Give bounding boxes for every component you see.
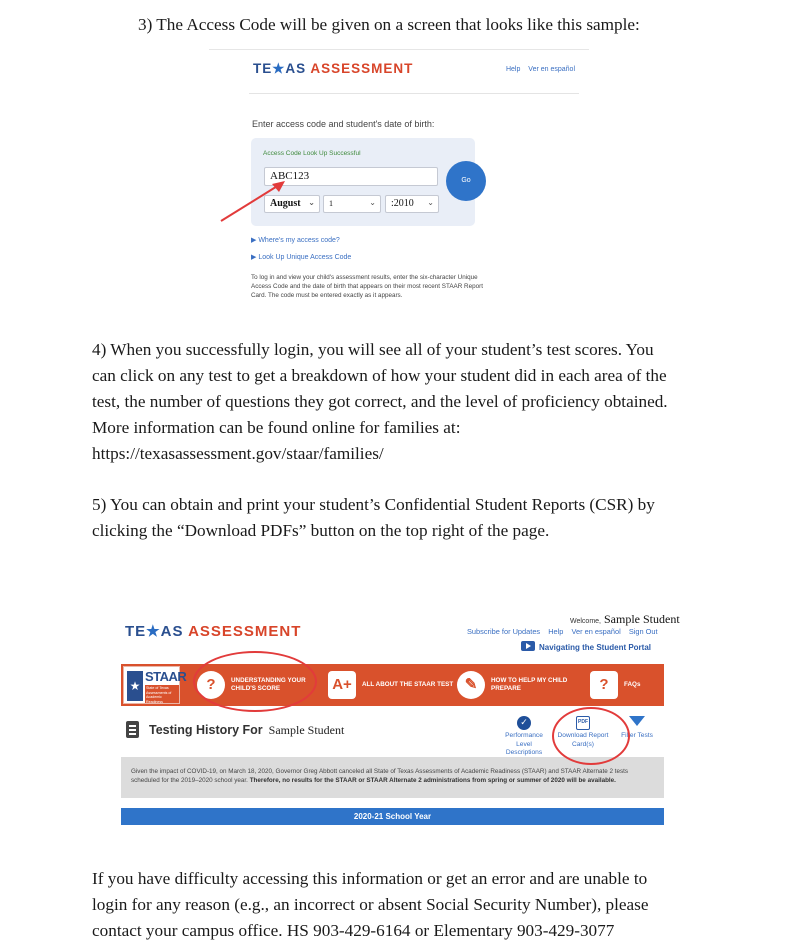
student-name: Sample Student: [604, 612, 680, 626]
pencil-icon: ✎: [457, 671, 485, 699]
annotation-circle-understanding: [193, 651, 317, 712]
step-3-text: 3) The Access Code will be given on a screen that looks like this sample:: [138, 15, 640, 34]
step-4-text: 4) When you successfully login, you will see all of your student’s test scores. You can click on any test to get a breakdown of how your student did in each area of the test, the number of questions they got correct, and the level of proficiency obtained. More information can be found online for families at: https://texasassessment.gov/staar/families/: [92, 337, 732, 467]
subscribe-link[interactable]: Subscribe for Updates: [467, 627, 541, 636]
birth-month-select[interactable]: August ⌄: [264, 195, 320, 213]
a-plus-icon: A+: [328, 671, 356, 699]
access-code-input[interactable]: ABC123: [264, 167, 438, 186]
texas-assessment-logo: TE★AS ASSESSMENT: [253, 61, 414, 76]
chevron-down-icon: ⌄: [369, 198, 376, 207]
staar-logo: ★ STAAR State of Texas Assessments of Academic Readiness: [123, 666, 180, 704]
welcome-text: Welcome, Sample Student: [570, 612, 680, 626]
help-link[interactable]: Help: [548, 627, 564, 636]
student-name: Sample Student: [268, 723, 345, 737]
contact-text: If you have difficulty accessing this information or get an error and are unable to login for any reason (e.g., an incorrect or absent Social Security Number), please contact your campus office. HS 903-429-6164 or Elementary 903-429-3077: [92, 869, 649, 940]
download-report-cards-button[interactable]: PDF Download Report Card(s): [554, 716, 612, 749]
checkmark-icon: ✓: [517, 716, 531, 730]
navigating-portal-link[interactable]: Navigating the Student Portal: [521, 641, 651, 652]
covid-notice: Given the impact of COVID-19, on March 18, 2020, Governor Greg Abbott canceled all State of Texas Assessments of Academic Readiness (STAAR) and STAAR Alternate 2 tests scheduled for the 2019–2020 school year. Therefore, no results for the STAAR or STAAR Alternate 2 administrations from spring or summer of 2020 will be available.: [121, 757, 664, 798]
texas-assessment-logo: TE★AS ASSESSMENT: [125, 623, 302, 640]
access-code-sample-screenshot: [209, 46, 589, 318]
go-button[interactable]: Go: [446, 161, 486, 201]
pdf-icon: PDF: [576, 716, 590, 730]
help-link[interactable]: Help: [505, 66, 521, 73]
filter-icon: [629, 716, 645, 726]
chevron-down-icon: ⌄: [308, 198, 315, 207]
clipboard-icon: [126, 721, 139, 738]
menu-understanding-score[interactable]: ? UNDERSTANDING YOUR CHILD'S SCORE: [193, 664, 313, 706]
testing-history-heading: Testing History For Sample Student: [149, 723, 345, 737]
filter-tests-button[interactable]: Filter Tests: [616, 716, 658, 741]
where-access-code-link[interactable]: ▶ Where's my access code?: [251, 237, 340, 244]
annotation-circle-download: [552, 707, 630, 765]
menu-help-prepare[interactable]: ✎ HOW TO HELP MY CHILD PREPARE: [455, 664, 575, 706]
lookup-access-code-link[interactable]: ▶ Look Up Unique Access Code: [251, 254, 352, 261]
families-url[interactable]: https://texasassessment.gov/staar/families/: [92, 444, 384, 463]
step-5-text: 5) You can obtain and print your student’s Confidential Student Reports (CSR) by clicking the “Download PDFs” button on the top right of the page.: [92, 495, 655, 540]
login-help-text: To log in and view your child's assessment results, enter the six-character Unique Access Code and the date of birth that appears on their most recent STAAR Report Card. The code must be entered exactly as it appears.: [251, 274, 483, 299]
sign-out-link[interactable]: Sign Out: [628, 627, 658, 636]
lookup-success-message: Access Code Look Up Successful: [263, 150, 361, 157]
spanish-link[interactable]: Ver en español: [571, 627, 621, 636]
chevron-down-icon: ⌄: [427, 198, 434, 207]
question-icon: ?: [197, 671, 225, 699]
question-icon: ?: [590, 671, 618, 699]
account-links: [467, 627, 664, 636]
spanish-link[interactable]: Ver en español: [528, 66, 575, 73]
texas-flag-icon: ★: [127, 671, 143, 701]
birth-year-select[interactable]: :2010 ⌄: [385, 195, 439, 213]
menu-faqs[interactable]: ? FAQs: [588, 664, 658, 706]
access-code-prompt: Enter access code and student's date of birth:: [252, 119, 435, 129]
school-year-bar[interactable]: 2020-21 School Year: [121, 808, 664, 825]
student-portal-sample-screenshot: [119, 608, 680, 830]
menu-about-staar[interactable]: A+ ALL ABOUT THE STAAR TEST: [326, 664, 446, 706]
performance-level-descriptions-button[interactable]: ✓ Performance Level Descriptions: [505, 718, 543, 756]
birth-day-select[interactable]: 1 ⌄: [323, 195, 381, 213]
video-icon: [521, 641, 535, 651]
annotation-arrow-icon: [209, 46, 589, 318]
